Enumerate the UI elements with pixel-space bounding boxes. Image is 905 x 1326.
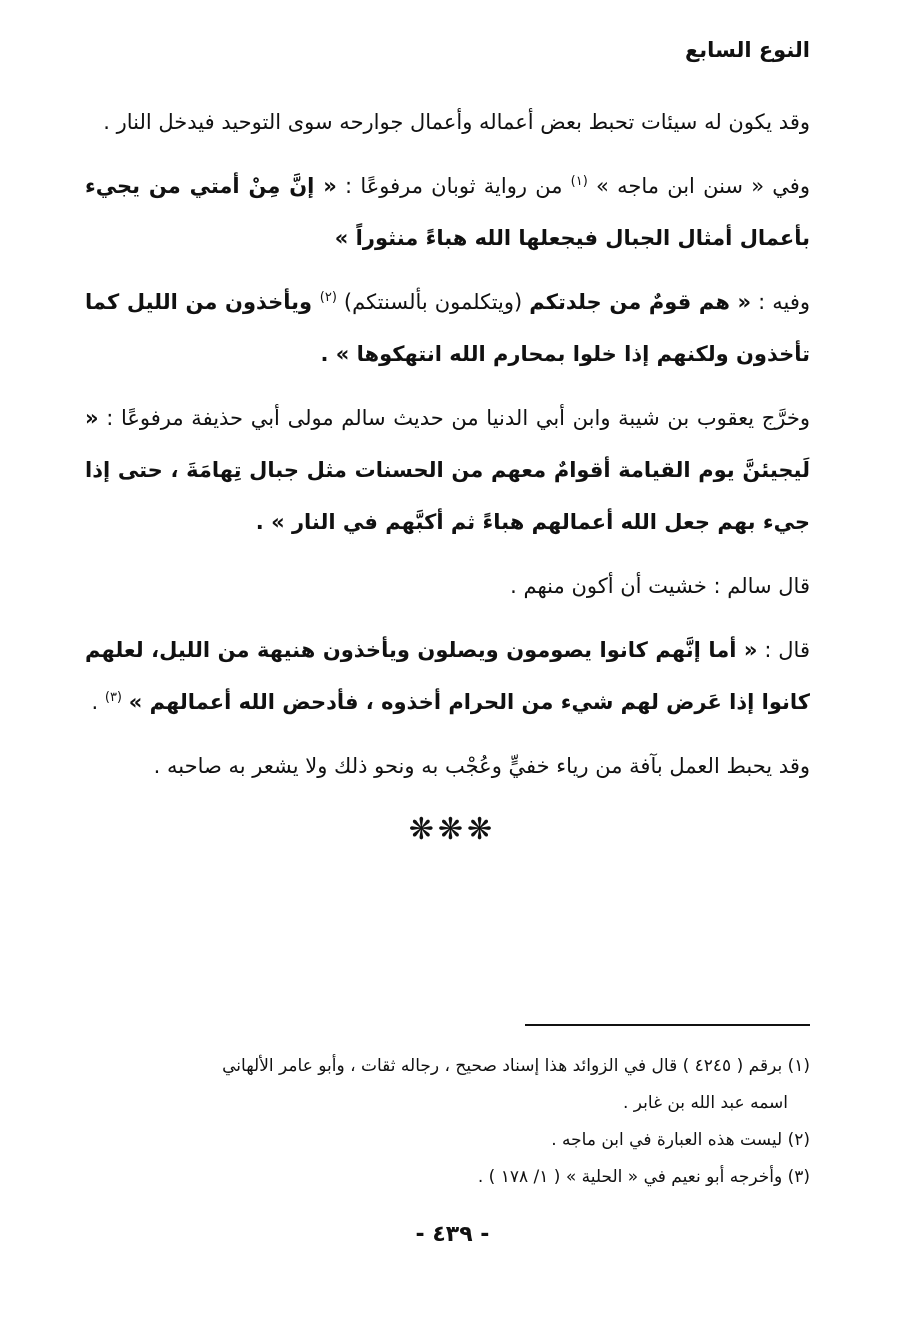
paragraph-2-intro: وفي « سنن ابن ماجه »: [587, 174, 810, 198]
paragraph-6-intro: قال :: [757, 638, 810, 662]
paragraph-3: [85, 276, 810, 380]
paragraph-4-intro: وخرَّج يعقوب بن شيبة وابن أبي الدنيا من حديث سالم مولى أبي حذيفة مرفوعًا :: [98, 406, 810, 430]
paragraph-6-end: .: [91, 690, 105, 714]
paragraph-5: قال سالم : خشيت أن أكون منهم .: [510, 574, 810, 598]
footnote-3: (٣) وأخرجه أبو نعيم في « الحلية » ( ١/ ١٧٨ ) .: [477, 1167, 810, 1187]
hadith-quote-3: « لَيجيئنَّ يوم القيامة أقوامٌ معهم من الحسنات مثل جبال تِهامَةَ ، حتى إذا جيء بهم جعل الله أعمالهم هباءً ثم أكبَّهم في النار » .: [85, 406, 810, 534]
footnote-divider: [525, 1024, 810, 1026]
hadith-quote-2a: « هم قومٌ من جلدتكم: [529, 290, 752, 314]
paragraph-1: وقد يكون له سيئات تحبط بعض أعماله وأعمال جوارحه سوى التوحيد فيدخل النار .: [103, 110, 810, 134]
main-text: [85, 96, 810, 804]
hadith-quote-4: « أما إنَّهم كانوا يصومون ويصلون ويأخذون هنيهة من الليل، لعلهم كانوا إذا عَرض لهم شيء من الحرام أخذوه ، فأدحض الله أعمالهم »: [85, 638, 810, 714]
paragraph-4: [85, 392, 810, 548]
footnote-ref-3[interactable]: (٣): [104, 690, 122, 705]
paragraph-6: [85, 624, 810, 728]
section-separator-asterisks: ❋❋❋: [408, 812, 497, 847]
paragraph-3-intro: وفيه :: [751, 290, 811, 314]
footnote-1-line-1: (١) برقم ( ٤٢٤٥ ) قال في الزوائد هذا إسناد صحيح ، رجاله ثقات ، وأبو عامر الألهاني: [222, 1056, 810, 1076]
page-header-title: النوع السابع: [684, 38, 810, 62]
footnote-1-line-2: اسمه عبد الله بن غابر .: [622, 1093, 788, 1113]
footnote-ref-2[interactable]: (٢): [319, 290, 337, 305]
hadith-quote-2b: ويأخذون من الليل كما تأخذون ولكنهم إذا خلوا بمحارم الله انتهكوها » .: [85, 290, 810, 366]
paragraph-7: وقد يحبط العمل بآفة من رياء خفيٍّ وعُجْب به ونحو ذلك ولا يشعر به صاحبه .: [153, 754, 810, 778]
hadith-quote-1: « إنَّ مِنْ أمتي من يجيء بأعمال أمثال الجبال فيجعلها الله هباءً منثوراً »: [85, 174, 810, 250]
footnotes: [85, 1048, 810, 1196]
paragraph-2: [85, 160, 810, 264]
paragraph-2-text: من رواية ثوبان مرفوعًا :: [336, 174, 571, 198]
page-number: - ٤٣٩ -: [415, 1222, 490, 1247]
footnote-ref-1[interactable]: (١): [570, 174, 588, 189]
parenthetical-phrase: (ويتكلمون بألسنتكم): [336, 290, 530, 314]
footnote-2: (٢) ليست هذه العبارة في ابن ماجه .: [551, 1130, 810, 1150]
